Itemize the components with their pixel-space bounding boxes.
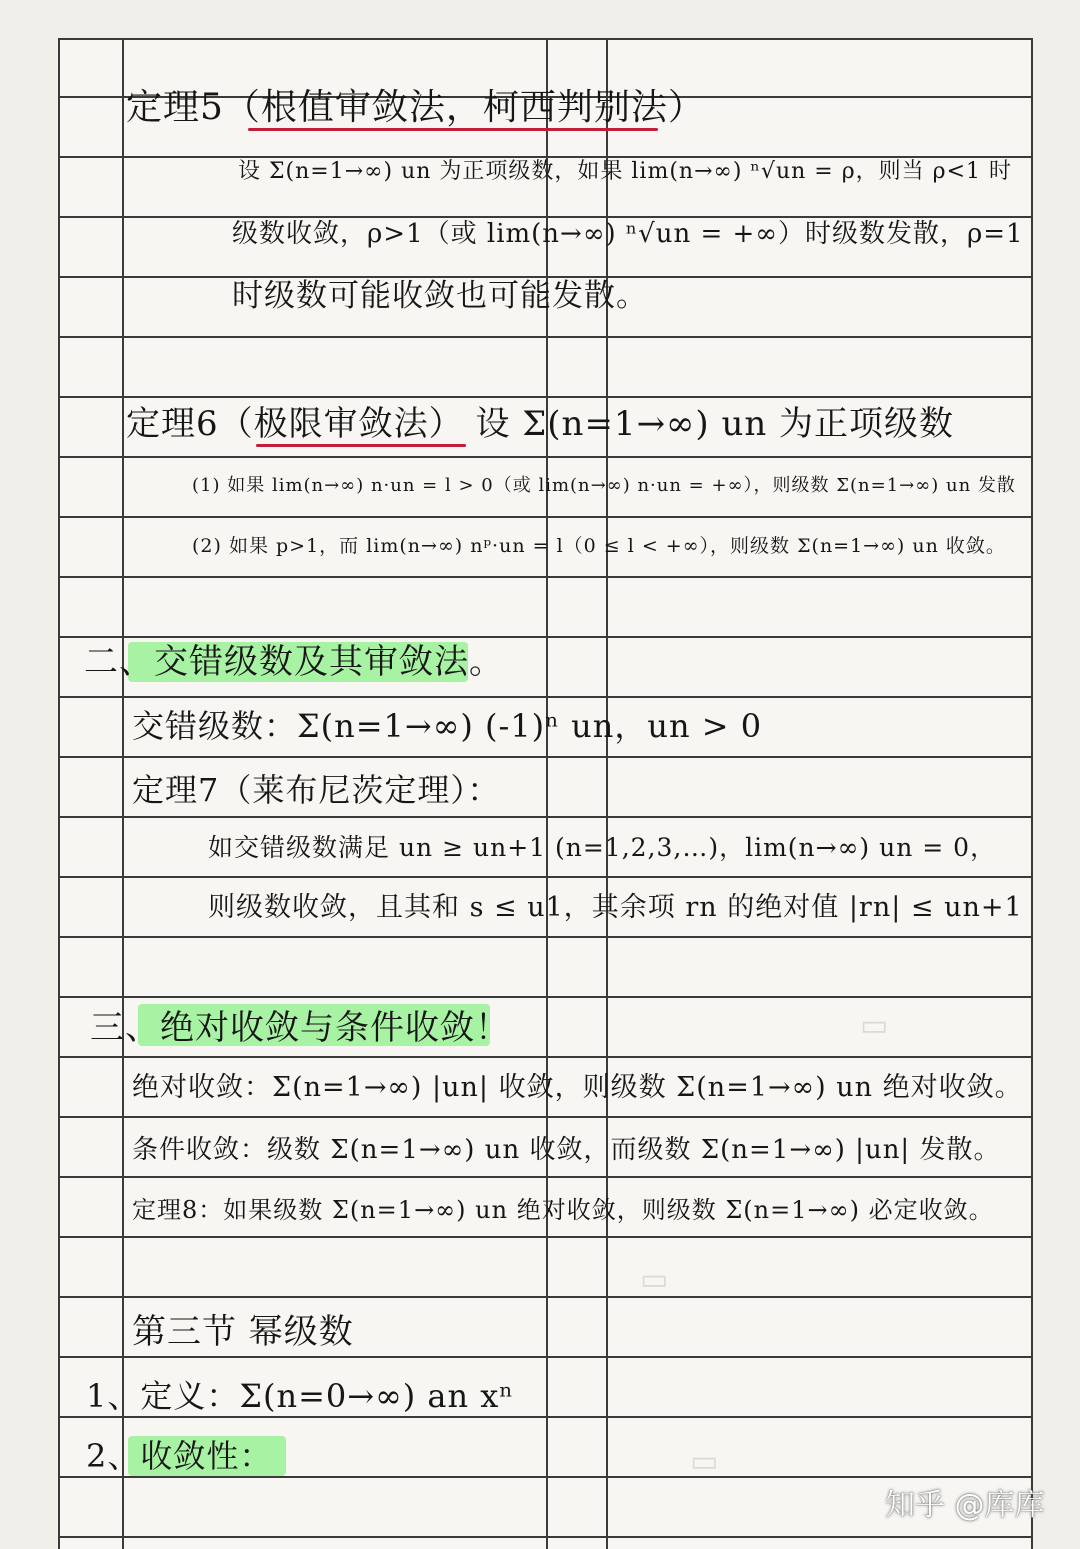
theorem6-case1: (1) 如果 lim(n→∞) n·un = l > 0（或 lim(n→∞) n·un = +∞），则级数 Σ(n=1→∞) un 发散 bbox=[192, 475, 1016, 496]
theorem5-underline bbox=[248, 128, 658, 131]
center-rule-2 bbox=[606, 38, 608, 1549]
theorem8: 定理8：如果级数 Σ(n=1→∞) un 绝对收敛，则级数 Σ(n=1→∞) 必定收敛。 bbox=[132, 1196, 994, 1224]
power-series-definition: 1、定义：Σ(n=0→∞) an xⁿ bbox=[86, 1377, 515, 1415]
theorem5-line3: 时级数可能收敛也可能发散。 bbox=[232, 278, 648, 314]
conditional-convergence-definition: 条件收敛：级数 Σ(n=1→∞) un 收敛，而级数 Σ(n=1→∞) |un| 发散。 bbox=[132, 1135, 1001, 1165]
theorem7-conclusion: 则级数收敛，且其和 s ≤ u1，其余项 rn 的绝对值 |rn| ≤ un+1 bbox=[208, 892, 1023, 923]
theorem6-case2: (2) 如果 p>1，而 lim(n→∞) nᵖ·un = l（0 ≤ l < +∞），则级数 Σ(n=1→∞) un 收敛。 bbox=[192, 535, 1006, 557]
section2-heading: 二、交错级数及其审敛法。 bbox=[84, 642, 504, 682]
bleed-through-mark: ▭ bbox=[640, 1262, 669, 1297]
section-power-series-title: 第三节 幂级数 bbox=[132, 1312, 354, 1352]
theorem7-title: 定理7（莱布尼茨定理）： bbox=[132, 771, 501, 809]
center-rule-1 bbox=[546, 38, 548, 1549]
page-right-border bbox=[1031, 38, 1033, 1549]
left-margin-rule bbox=[122, 38, 124, 1549]
theorem5-line2: 级数收敛，ρ>1（或 lim(n→∞) ⁿ√un = +∞）时级数发散，ρ=1 bbox=[232, 219, 1024, 249]
zhihu-watermark: 知乎 @库库 bbox=[885, 1488, 1045, 1523]
theorem5-line1: 设 Σ(n=1→∞) un 为正项级数，如果 lim(n→∞) ⁿ√un = ρ，则当 ρ<1 时 bbox=[238, 159, 1012, 184]
power-series-convergence: 2、收敛性： bbox=[86, 1437, 273, 1475]
alternating-series-definition: 交错级数：Σ(n=1→∞) (-1)ⁿ un，un > 0 bbox=[132, 707, 763, 745]
absolute-convergence-definition: 绝对收敛：Σ(n=1→∞) |un| 收敛，则级数 Σ(n=1→∞) un 绝对收敛。 bbox=[132, 1072, 1023, 1103]
page-left-border bbox=[58, 38, 60, 1549]
section3-heading: 三、绝对收敛与条件收敛！ bbox=[90, 1008, 510, 1048]
bleed-through-mark: ▭ bbox=[690, 1444, 719, 1479]
bleed-through-mark: ▭ bbox=[860, 1008, 889, 1043]
theorem6-underline bbox=[256, 444, 466, 447]
theorem5-heading: 定理5（根值审敛法，柯西判别法） bbox=[126, 87, 705, 128]
theorem7-condition: 如交错级数满足 un ≥ un+1 (n=1,2,3,…)，lim(n→∞) un = 0， bbox=[208, 833, 997, 862]
theorem6-heading: 定理6（极限审敛法） 设 Σ(n=1→∞) un 为正项级数 bbox=[126, 404, 955, 444]
